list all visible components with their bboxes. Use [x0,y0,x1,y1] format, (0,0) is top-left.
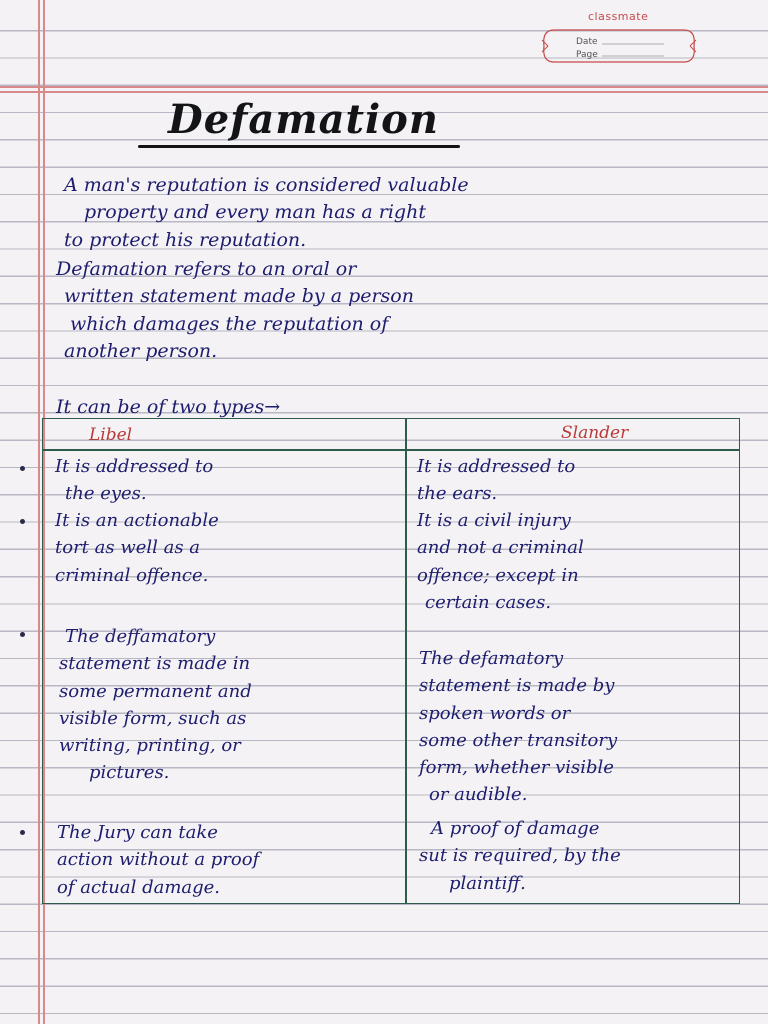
text-line: statement is made by [419,675,615,697]
text-line: another person. [64,339,218,362]
text-line: The Jury can take [57,822,218,843]
brand-logo: classmate [588,10,649,23]
bullet [20,830,25,835]
slander-row-3 [419,645,617,809]
text-line: and not a criminal [417,537,584,559]
bullet [20,466,25,471]
text-line: It is a civil injury [417,510,571,531]
header-line [0,91,768,93]
page-label: Page [576,50,598,60]
text-line: certain cases. [425,591,552,613]
text-line: the ears. [417,483,498,505]
text-line: visible form, such as [59,707,247,729]
margin-line [38,0,40,1024]
slander-row-4 [419,815,621,897]
text-line: criminal offence. [55,564,209,586]
text-line: to protect his reputation. [64,228,307,251]
date-label: Date [576,37,598,47]
text-line: sut is required, by the [419,845,621,867]
libel-row-3 [59,623,252,787]
text-line: The defamatory [419,648,564,669]
page-title: Defamation [168,96,439,143]
text-line: some other transitory [419,729,618,751]
text-line: action without a proof [57,849,260,871]
text-line: A proof of damage [431,818,600,839]
text-line: writing, printing, or [59,735,241,757]
text-line: A man's reputation is considered valuable [64,174,469,196]
text-line: The deffamatory [65,626,216,647]
text-line: property and every man has a right [84,201,426,224]
comparison-table [42,418,740,904]
intro-paragraph [56,172,726,254]
slander-row-1 [417,453,575,508]
libel-row-4 [57,819,259,901]
text-line: of actual damage. [57,876,221,898]
text-line: pictures. [89,762,170,784]
text-line: spoken words or [419,702,571,724]
text-line: or audible. [429,784,528,806]
text-line: some permanent and [59,680,252,702]
slander-row-2 [417,507,584,616]
text-line: plaintiff. [449,872,526,894]
text-line: which damages the reputation of [70,312,389,335]
text-line: tort as well as a [55,537,201,559]
text-line: Defamation refers to an oral or [56,258,357,280]
text-line: It is addressed to [417,456,576,477]
definition-paragraph [56,256,726,365]
header-divider [43,449,739,451]
bullet [20,519,25,524]
text-line: It is an actionable [55,510,219,531]
header-line [0,86,768,88]
libel-row-1 [55,453,213,508]
column-header-slander: Slander [561,423,629,443]
title-underline [138,145,460,148]
text-line: written statement made by a person [64,285,414,308]
bullet [20,632,25,637]
text-line: It is addressed to [55,456,214,477]
text-line: the eyes. [65,483,147,505]
libel-row-2 [55,507,219,589]
date-page-box [540,26,698,66]
column-divider [405,419,407,903]
text-line: offence; except in [417,564,579,586]
text-line: form, whether visible [419,757,614,779]
text-line: statement is made in [59,653,251,675]
types-heading: It can be of two types→ [56,396,281,418]
column-header-libel: Libel [89,425,133,445]
